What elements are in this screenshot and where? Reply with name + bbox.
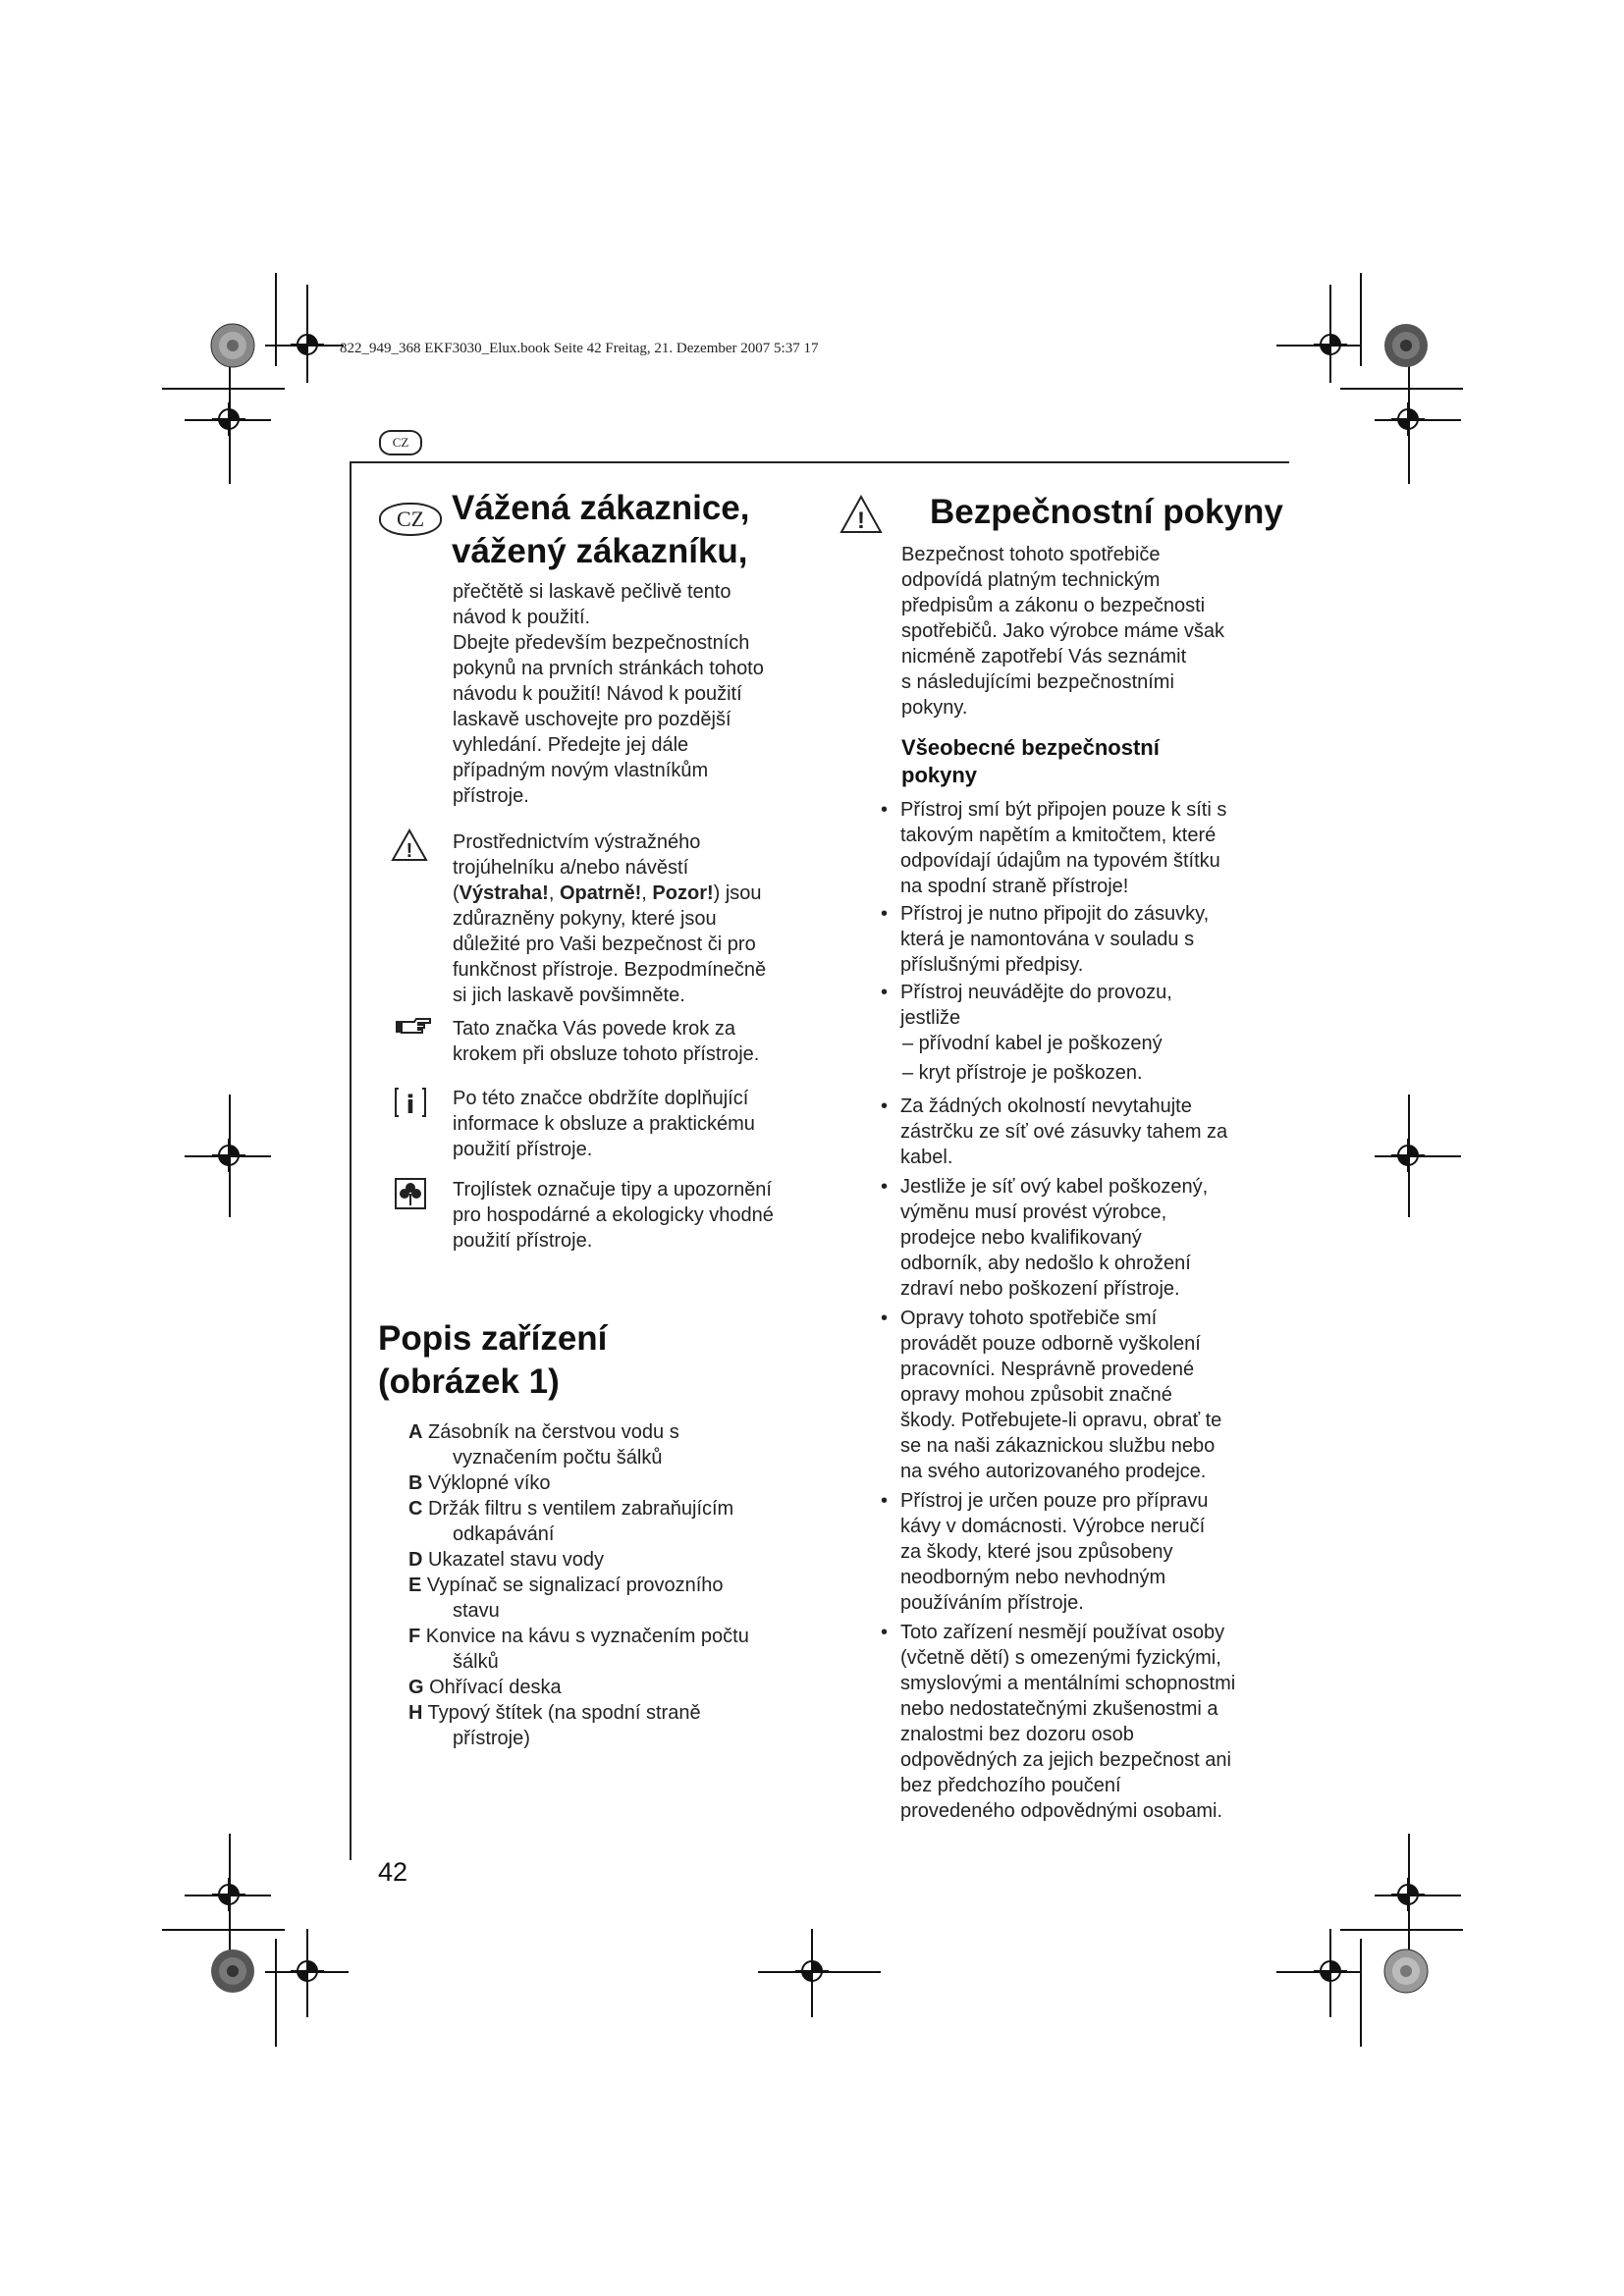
safety-bullet: • Přístroj smí být připojen pouze k síti s takovým napětím a kmitočtem, které odpovídají údajům na typovém štítku na spodní straně přístroje!	[881, 799, 1227, 897]
registration-mark-icon	[212, 1139, 245, 1172]
pointing-hand-icon	[395, 1016, 432, 1038]
page-number: 42	[378, 1857, 408, 1887]
warning-symbol-explanation: Prostřednictvím výstražného trojúhelníku a/nebo návěstí (Výstraha!, Opatrně!, Pozor!) jsou zdůrazněny pokyny, které jsou důležité pro Vaši bezpečnost či pro funkčnost přístroje. Bezpodmínečně si jich laskavě povšimněte.	[453, 831, 767, 1006]
safety-intro: Bezpečnost tohoto spotřebiče odpovídá platným technickým předpisům a zákonu o bezpečnosti spotřebičů. Jako výrobce máme však nicméně zapotřebí Vás seznámit s následujícími bezpečnostními pokyny.	[901, 544, 1225, 719]
page-frame-top-rule	[350, 461, 1289, 463]
registration-mark-icon	[1391, 1878, 1425, 1911]
hand-symbol-explanation: Tato značka Vás povede krok za krokem při obsluze tohoto přístroje.	[453, 1018, 760, 1065]
safety-bullet: • Za žádných okolností nevytahujte zástrčku ze síť ové zásuvky tahem za kabel.	[881, 1095, 1228, 1168]
parts-list-item: B Výklopné víko	[408, 1472, 551, 1494]
page-frame-left-rule	[350, 461, 352, 1860]
rosette-mark-icon	[210, 323, 255, 368]
parts-list-item: G Ohřívací deska	[408, 1677, 562, 1698]
rosette-mark-icon	[210, 1949, 255, 1994]
registration-mark-icon	[1391, 1139, 1425, 1172]
language-badge: CZ	[379, 503, 442, 536]
rosette-mark-icon	[1383, 323, 1429, 368]
svg-text:!: !	[857, 507, 865, 534]
parts-list-item: D Ukazatel stavu vody	[408, 1549, 604, 1571]
greeting-title-line1: Vážená zákaznice,	[452, 489, 750, 527]
device-description-title-line2: (obrázek 1)	[378, 1362, 560, 1401]
clover-icon	[395, 1178, 426, 1209]
safety-subheading: Všeobecné bezpečnostní pokyny	[901, 735, 1160, 787]
parts-list-item: E Vypínač se signalizací provozního stavu	[408, 1575, 724, 1622]
intro-paragraph: přečtětě si laskavě pečlivě tento návod k použití. Dbejte především bezpečnostních pokynů na prvních stránkách tohoto návodu k použití! Návod k použití laskavě uschovejte pro pozdější vyhledání. Předejte jej dále případným novým vlastníkům přístroje.	[453, 581, 764, 807]
language-badge-small: CZ	[379, 430, 422, 455]
warning-triangle-icon	[391, 828, 428, 862]
registration-mark-icon	[212, 1878, 245, 1911]
info-icon	[395, 1087, 426, 1118]
svg-text:i: i	[406, 1091, 415, 1118]
parts-list-item: C Držák filtru s ventilem zabraňujícím odkapávání	[408, 1498, 734, 1545]
info-symbol-explanation: Po této značce obdržíte doplňující informace k obsluze a praktickému použití přístroje.	[453, 1088, 755, 1160]
parts-list-item: F Konvice na kávu s vyznačením počtu šálků	[408, 1626, 749, 1673]
safety-title: Bezpečnostní pokyny	[930, 493, 1283, 531]
parts-list-item: A Zásobník na čerstvou vodu s vyznačením počtu šálků	[408, 1421, 679, 1468]
rosette-mark-icon	[1383, 1949, 1429, 1994]
safety-bullet: • Přístroj je nutno připojit do zásuvky, která je namontována v souladu s příslušnými předpisy.	[881, 903, 1210, 976]
parts-list-item: H Typový štítek (na spodní straně přístroje)	[408, 1702, 701, 1749]
clover-symbol-explanation: Trojlístek označuje tipy a upozornění pro hospodárné a ekologicky vhodné použití přístroje.	[453, 1179, 774, 1252]
safety-bullet: • Přístroj je určen pouze pro přípravu kávy v domácnosti. Výrobce neručí za škody, které jsou způsobeny neodborným nebo nevhodným používáním přístroje.	[881, 1490, 1209, 1614]
safety-bullet: • Jestliže je síť ový kabel poškozený, výměnu musí provést výrobce, prodejce nebo kvalifikovaný odborník, aby nedošlo k ohrožení zdraví nebo poškození přístroje.	[881, 1176, 1209, 1300]
warning-triangle-icon	[839, 495, 883, 534]
safety-bullet: • Přístroj neuvádějte do provozu, jestliže – přívodní kabel je poškozený – kryt přístroje je poškozen.	[881, 982, 1172, 1084]
svg-text:!: !	[406, 840, 413, 862]
greeting-title-line2: vážený zákazníku,	[452, 532, 748, 570]
safety-bullet: • Opravy tohoto spotřebiče smí provádět pouze odborně vyškolení pracovníci. Nesprávně provedené opravy mohou způsobit značné škody. Potřebujete-li opravu, obrať te se na naši zákaznickou službu nebo na svého autorizovaného prodejce.	[881, 1308, 1222, 1482]
print-header: 822_949_368 EKF3030_Elux.book Seite 42 Freitag, 21. Dezember 2007 5:37 17	[340, 341, 819, 356]
device-description-title-line1: Popis zařízení	[378, 1319, 608, 1358]
safety-bullet: • Toto zařízení nesmějí používat osoby (včetně dětí) s omezenými fyzickými, smyslovými a mentálními schopnostmi nebo nedostatečnými zkušenostmi a znalostmi bez dozoru osob odpovědných za jejich bezpečnost ani bez předchozího poučení provedeného odpovědnými osobami.	[881, 1622, 1236, 1822]
